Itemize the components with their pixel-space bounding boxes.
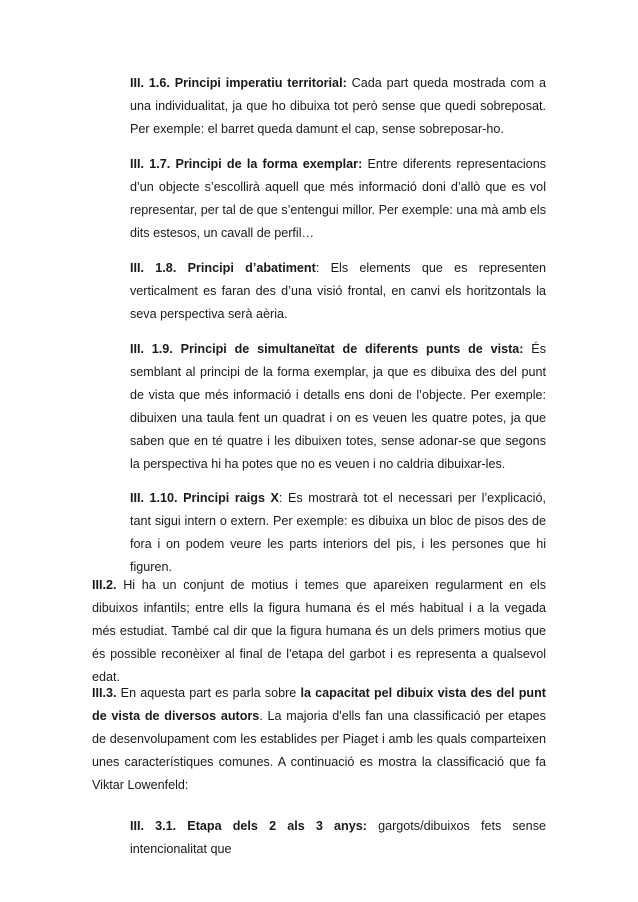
- subsection-body: Cada part queda mostrada com a una individualitat, ja que ho dibuixa tot però sense que quedi sobreposat. Per exemple: el barret queda damunt el cap, sense sobreposar-ho.: [130, 76, 546, 136]
- section-heading: III.3.: [92, 686, 117, 700]
- subsection-heading: III. 3.1. Etapa dels 2 als 3 anys:: [130, 819, 367, 833]
- subsection-heading: III. 1.8. Principi d’abatiment: [130, 261, 316, 275]
- section-body: . La majoria d'ells fan una classificació per etapes de desenvolupament com les establides per Piaget i amb les quals comparteixen unes característiques comunes. A continuació es mostra la classificació que fa Viktar Lowenfeld:: [92, 709, 546, 792]
- section-body: Hi ha un conjunt de motius i temes que apareixen regularment en els dibuixos infantils; entre ells la figura humana és el més habitual i a la vegada més estudiat. També cal dir que la figura humana és un dels primers motius que és possible reconèixer al final de l'etapa del garbot i es representa a qualsevol edat.: [92, 578, 546, 684]
- subsection-body: gargots/dibuixos fets sense intencionalitat que: [130, 819, 546, 856]
- subsection-1-7: [130, 153, 546, 245]
- subsection-1-10: [130, 487, 546, 579]
- subsection-1-9: [130, 338, 546, 476]
- subsection-heading: III. 1.6. Principi imperatiu territorial:: [130, 76, 347, 90]
- subsection-heading: III. 1.10. Principi raigs X: [130, 491, 279, 505]
- subsection-3-1: [130, 815, 546, 861]
- section-2: [92, 574, 546, 689]
- section-emphasis: la capacitat pel dibuix vista des del punt de vista de diversos autors: [92, 686, 546, 723]
- subsection-1-6: [130, 72, 546, 141]
- section-intro: En aquesta part es parla sobre: [116, 686, 301, 700]
- subsection-body: Entre diferents representacions d’un objecte s’escollirà aquell que més informació doni d’allò que es vol representar, per tal de que s’entengui millor. Per exemple: una mà amb els dits estesos, un cavall de perfil…: [130, 157, 546, 240]
- subsection-heading: III. 1.7. Principi de la forma exemplar:: [130, 157, 363, 171]
- subsection-1-8: [130, 257, 546, 326]
- section-heading: III.2.: [92, 578, 117, 592]
- subsection-body: : Es mostrarà tot el necessari per l’explicació, tant sigui intern o extern. Per exemple: es dibuixa un bloc de pisos des de fora i on podem veure les parts interiors del pis, i les persones que hi figuren.: [130, 491, 546, 574]
- section-3: [92, 682, 546, 797]
- subsection-body: : Els elements que es representen verticalment es faran des d’una visió frontal, en canvi els horitzontals la seva perspectiva serà aèria.: [130, 261, 546, 321]
- subsection-body: És semblant al principi de la forma exemplar, ja que es dibuixa des del punt de vista que més informació i detalls ens doni de l’objecte. Per exemple: dibuixen una taula fent un quadrat i on es veuen les quatre potes, ja que saben que en té quatre i les dibuixen totes, sense adonar-se que segons la perspectiva hi ha potes que no es veuen i no caldria dibuixar-les.: [130, 342, 546, 471]
- subsection-heading: III. 1.9. Principi de simultaneïtat de diferents punts de vista:: [130, 342, 524, 356]
